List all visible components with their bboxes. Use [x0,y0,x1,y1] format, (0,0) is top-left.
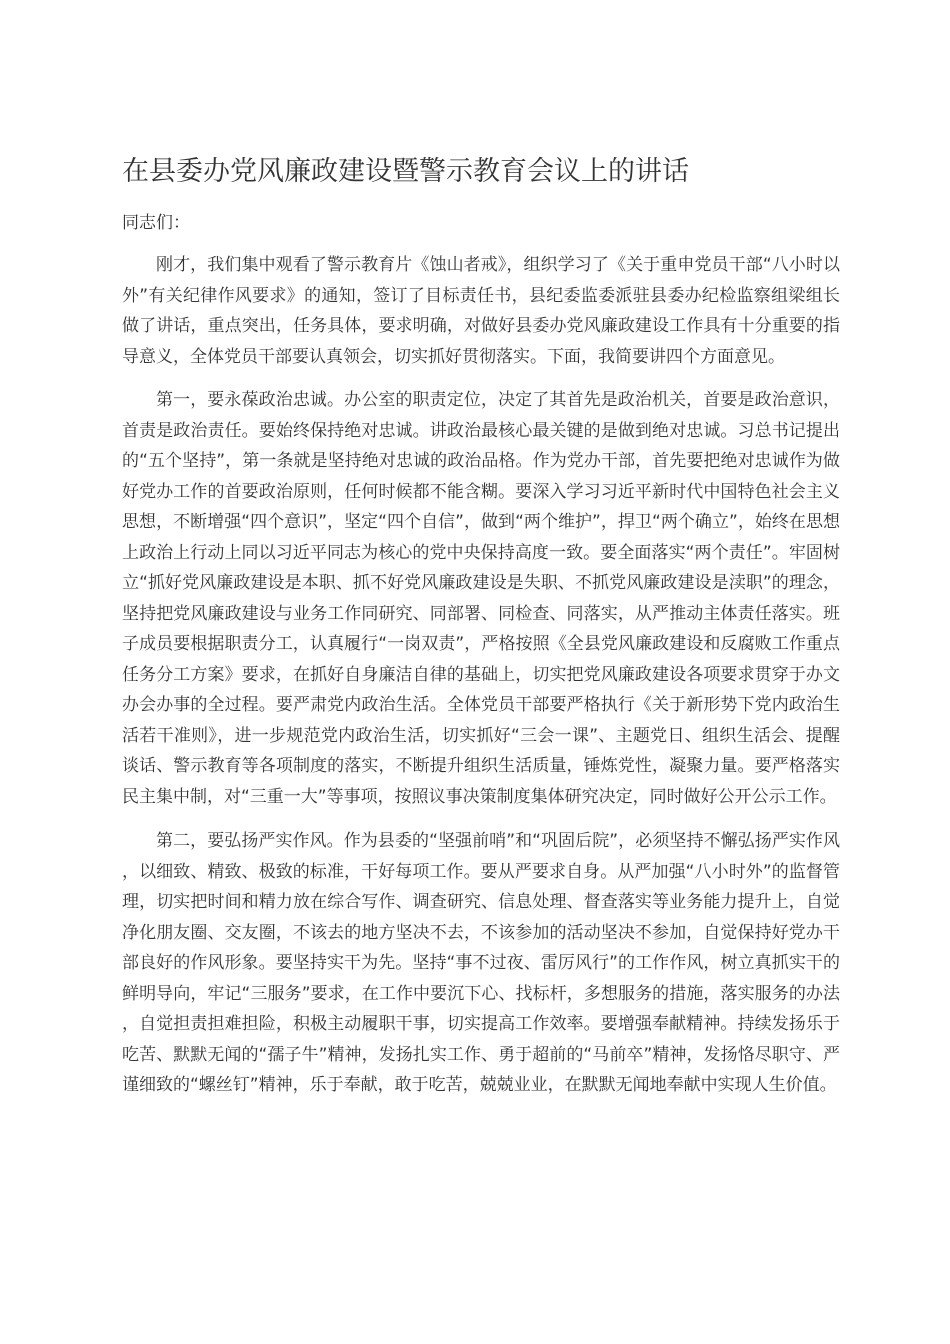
document-title: 在县委办党风廉政建设暨警示教育会议上的讲话 [122,156,689,187]
paragraph-intro: 刚才，我们集中观看了警示教育片《蚀山者戒》，组织学习了《关于重申党员干部“八小时以外”有关纪律作风要求》的通知，签订了目标责任书，县纪委监委派驻县委办纪检监察组梁组长做了讲话，重点突出，任务具体，要求明确，对做好县委办党风廉政建设工作具有十分重要的指导意义，全体党员干部要认真领会，切实抓好贯彻落实。下面，我简要讲四个方面意见。 [122,255,840,367]
salutation: 同志们： [122,213,190,233]
paragraph-work-style: 第二，要弘扬严实作风。作为县委的“坚强前哨”和“巩固后院”，必须坚持不懈弘扬严实作风，以细致、精致、极致的标准，干好每项工作。要从严要求自身。从严加强“八小时外”的监督管理，切实把时间和精力放在综合写作、调查研究、信息处理、督查落实等业务能力提升上，自觉净化朋友圈、交友圈，不该去的地方坚决不去，不该参加的活动坚决不参加，自觉保持好党办干部良好的作风形象。要坚持实干为先。坚持“事不过夜、雷厉风行”的工作作风，树立真抓实干的鲜明导向，牢记“三服务”要求，在工作中要沉下心、找标杆，多想服务的措施，落实服务的办法，自觉担责担难担险，积极主动履职干事，切实提高工作效率。要增强奉献精神。持续发扬乐于吃苦、默默无闻的“孺子牛”精神，发扬扎实工作、勇于超前的“马前卒”精神，发扬恪尽职守、严谨细致的“螺丝钉”精神，乐于奉献，敢于吃苦，兢兢业业，在默默无闻地奉献中实现人生价值。 [122,831,840,1095]
document-body [122,208,840,1101]
paragraph-political-loyalty: 第一，要永葆政治忠诚。办公室的职责定位，决定了其首先是政治机关，首要是政治意识，首责是政治责任。要始终保持绝对忠诚。讲政治最核心最关键的是做到绝对忠诚。习总书记提出的“五个坚持”，第一条就是坚持绝对忠诚的政治品格。作为党办干部，首先要把绝对忠诚作为做好党办工作的首要政治原则，任何时候都不能含糊。要深入学习习近平新时代中国特色社会主义思想，不断增强“四个意识”，坚定“四个自信”，做到“两个维护”，捍卫“两个确立”，始终在思想上政治上行动上同以习近平同志为核心的党中央保持高度一致。要全面落实“两个责任”。牢固树立“抓好党风廉政建设是本职、抓不好党风廉政建设是失职、不抓党风廉政建设是渎职”的理念，坚持把党风廉政建设与业务工作同研究、同部署、同检查、同落实，从严推动主体责任落实。班子成员要根据职责分工，认真履行“一岗双责”，严格按照《全县党风廉政建设和反腐败工作重点任务分工方案》要求，在抓好自身廉洁自律的基础上，切实把党风廉政建设各项要求贯穿于办文办会办事的全过程。要严肃党内政治生活。全体党员干部要严格执行《关于新形势下党内政治生活若干准则》，进一步规范党内政治生活，切实抓好“三会一课”、主题党日、组织生活会、提醒谈话、警示教育等各项制度的落实，不断提升组织生活质量，锤炼党性，凝聚力量。要严格落实民主集中制，对“三重一大”等事项，按照议事决策制度集体研究决定，同时做好公开公示工作。 [122,390,840,807]
